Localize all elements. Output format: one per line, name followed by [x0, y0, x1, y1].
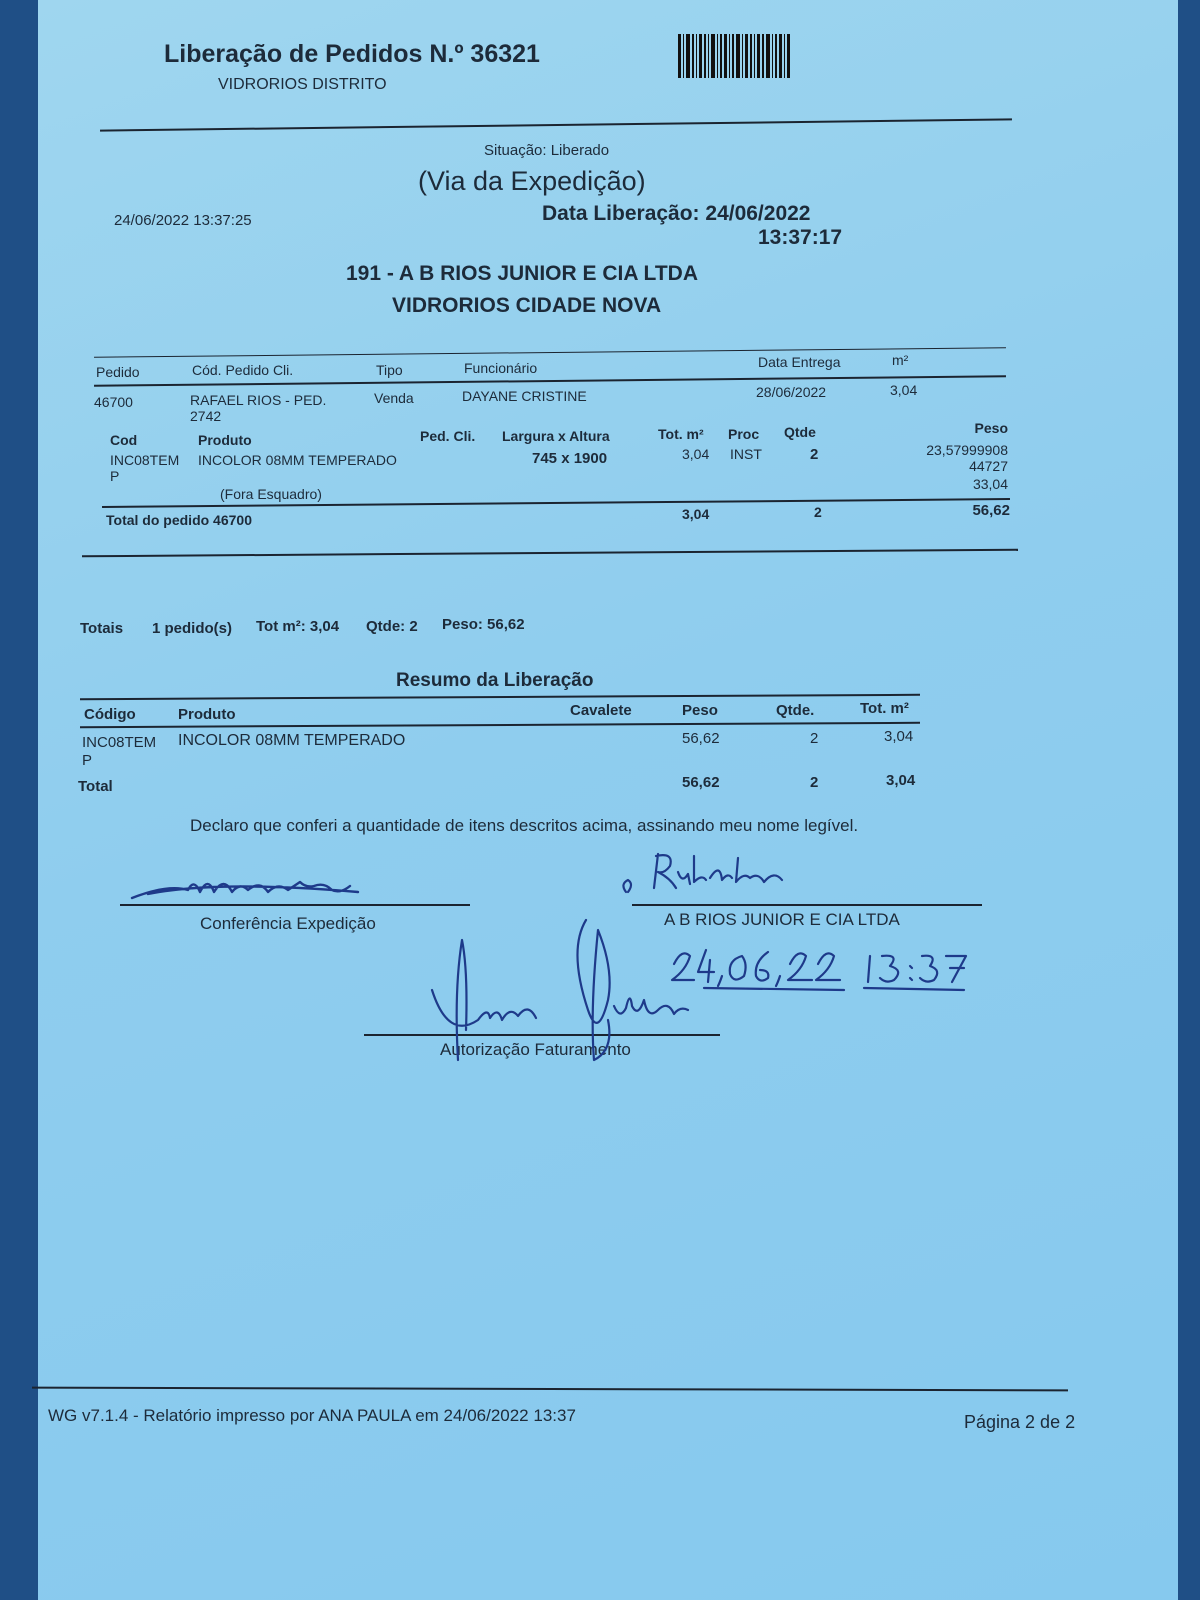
order-data-entrega: 28/06/2022 [756, 384, 827, 400]
resumo-col-qtde: Qtde. [776, 702, 815, 719]
client-unit: VIDRORIOS CIDADE NOVA [392, 294, 662, 317]
col-cod-pedido-cli: Cód. Pedido Cli. [192, 362, 294, 378]
item-col-tot-m2: Tot. m² [658, 426, 704, 442]
item-produto: INCOLOR 08MM TEMPERADO [198, 452, 397, 468]
item-col-ped-cli: Ped. Cli. [420, 428, 476, 444]
totais-pedidos: 1 pedido(s) [152, 620, 233, 637]
item-peso-line3: 33,04 [972, 476, 1008, 492]
barcode-icon [678, 34, 838, 78]
resumo-total-label: Total [78, 778, 113, 795]
document-title: Liberação de Pedidos N.º 36321 [164, 40, 540, 68]
resumo-col-cavalete: Cavalete [570, 702, 632, 719]
declaration-text: Declaro que conferi a quantidade de itens descritos acima, assinando meu nome legível. [190, 816, 859, 835]
order-funcionario: DAYANE CRISTINE [462, 388, 587, 404]
item-col-proc: Proc [728, 426, 760, 442]
order-total-label: Total do pedido 46700 [106, 512, 252, 528]
company-name: VIDRORIOS DISTRITO [218, 76, 387, 93]
client-name: 191 - A B RIOS JUNIOR E CIA LTDA [346, 262, 698, 285]
item-medidas: 745 x 1900 [532, 450, 608, 467]
item-tot-m2: 3,04 [682, 446, 710, 462]
footer-rule [32, 1387, 1068, 1392]
order-total-m2: 3,04 [682, 506, 710, 522]
resumo-tot-m2: 3,04 [884, 728, 914, 745]
item-col-peso: Peso [974, 420, 1008, 436]
col-m2: m² [892, 352, 909, 368]
resumo-top-rule [80, 694, 920, 700]
col-funcionario: Funcionário [464, 360, 538, 376]
totais-qtde: Qtde: 2 [366, 618, 418, 635]
item-col-produto: Produto [198, 432, 252, 448]
resumo-total-qtde: 2 [810, 774, 819, 791]
col-data-entrega: Data Entrega [758, 354, 841, 370]
footer-printed-by: WG v7.1.4 - Relatório impresso por ANA PAULA em 24/06/2022 13:37 [48, 1406, 576, 1425]
order-m2: 3,04 [890, 382, 918, 398]
order-cod-cli-line1: RAFAEL RIOS - PED. [190, 392, 327, 408]
order-total-qtde: 2 [814, 504, 822, 520]
item-cod-line2: P [110, 468, 120, 484]
resumo-codigo-line1: INC08TEM [82, 734, 157, 751]
resumo-total-peso: 56,62 [682, 774, 720, 791]
order-top-rule [94, 347, 1006, 358]
item-col-qtde: Qtde [784, 424, 816, 440]
resumo-col-peso: Peso [682, 702, 718, 719]
header-divider [100, 118, 1012, 131]
item-observacao: (Fora Esquadro) [220, 486, 322, 502]
totais-peso: Peso: 56,62 [442, 616, 525, 633]
situacao-label: Situação: Liberado [484, 142, 610, 159]
item-col-cod: Cod [110, 432, 138, 448]
order-total-peso: 56,62 [972, 502, 1010, 519]
col-pedido: Pedido [96, 364, 140, 380]
resumo-col-tot-m2: Tot. m² [860, 700, 909, 717]
resumo-col-codigo: Código [84, 706, 136, 723]
item-peso-line2: 44727 [969, 458, 1008, 474]
item-qtde: 2 [810, 446, 819, 463]
data-liberacao: Data Liberação: 24/06/2022 [542, 202, 811, 225]
hora-liberacao: 13:37:17 [758, 226, 843, 249]
footer-page-number: Página 2 de 2 [964, 1412, 1076, 1432]
resumo-produto: INCOLOR 08MM TEMPERADO [178, 732, 406, 749]
via-label: (Via da Expedição) [418, 166, 646, 196]
autorizacao-signature-image [418, 910, 718, 1090]
item-col-largura-altura: Largura x Altura [502, 428, 610, 444]
conferencia-label: Conferência Expedição [200, 914, 376, 933]
printed-timestamp: 24/06/2022 13:37:25 [114, 212, 252, 229]
order-cod-cli-line2: 2742 [190, 408, 222, 424]
resumo-codigo-line2: P [82, 752, 93, 769]
item-peso-line1: 23,57999908 [926, 442, 1008, 458]
order-bottom-rule [82, 549, 1018, 558]
conferencia-signature-image [128, 864, 388, 914]
totais-m2: Tot m²: 3,04 [256, 618, 340, 635]
client-signature-image [618, 848, 818, 908]
client-signature-label: A B RIOS JUNIOR E CIA LTDA [664, 910, 900, 929]
order-tipo: Venda [374, 390, 414, 406]
item-proc: INST [730, 446, 762, 462]
totais-label: Totais [80, 620, 124, 637]
item-cod-line1: INC08TEM [110, 452, 180, 468]
resumo-peso: 56,62 [682, 730, 720, 747]
autorizacao-label: Autorização Faturamento [440, 1040, 631, 1059]
document-sheet [38, 0, 1178, 1600]
resumo-total-tot-m2: 3,04 [886, 772, 916, 789]
resumo-title: Resumo da Liberação [396, 670, 594, 691]
resumo-qtde: 2 [810, 730, 819, 747]
resumo-col-produto: Produto [178, 706, 236, 723]
col-tipo: Tipo [376, 362, 403, 378]
order-pedido: 46700 [94, 394, 133, 410]
